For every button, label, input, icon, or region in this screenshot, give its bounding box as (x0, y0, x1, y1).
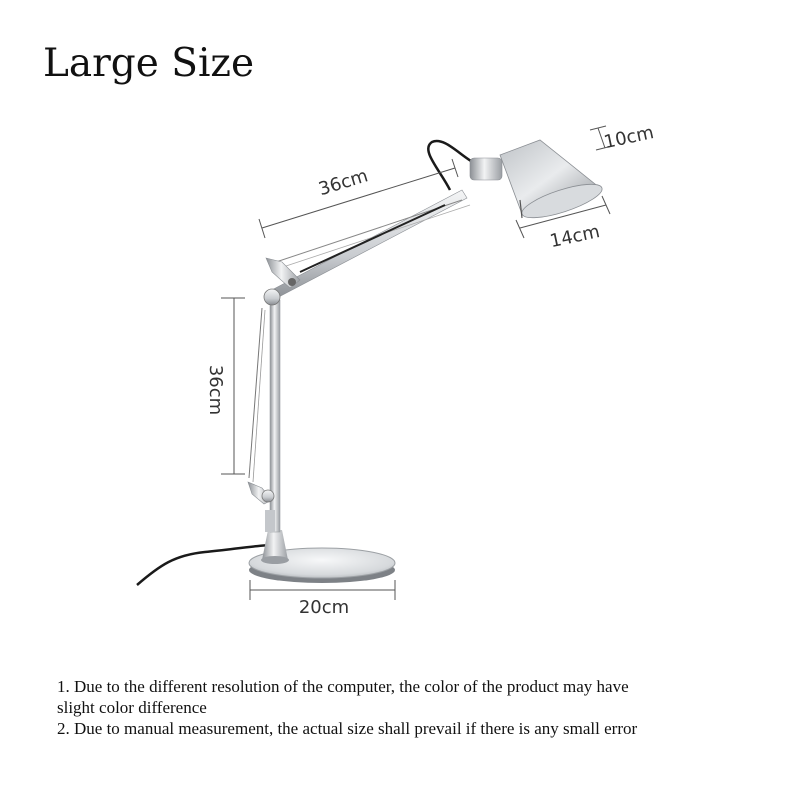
upper-arm (264, 190, 470, 305)
dimension-label-shade-diameter: 14cm (548, 221, 602, 253)
note-2: 2. Due to manual measurement, the actual size shall prevail if there is any small error (57, 719, 638, 738)
notes (57, 676, 777, 739)
lamp-shade (470, 140, 605, 224)
dimension-label-base-diameter: 20cm (298, 597, 350, 618)
lamp-base (249, 530, 395, 583)
lower-arm (248, 300, 280, 532)
dimension-label-arm-lower: 36cm (205, 364, 226, 416)
page-title: Large Size (43, 41, 255, 86)
note-1-line-2: slight color difference (57, 698, 207, 717)
dimension-label-arm-upper: 36cm (316, 165, 371, 201)
dimension-label-shade-height: 10cm (602, 122, 656, 154)
note-1-line-1: 1. Due to the different resolution of the computer, the color of the product may have (57, 677, 629, 696)
